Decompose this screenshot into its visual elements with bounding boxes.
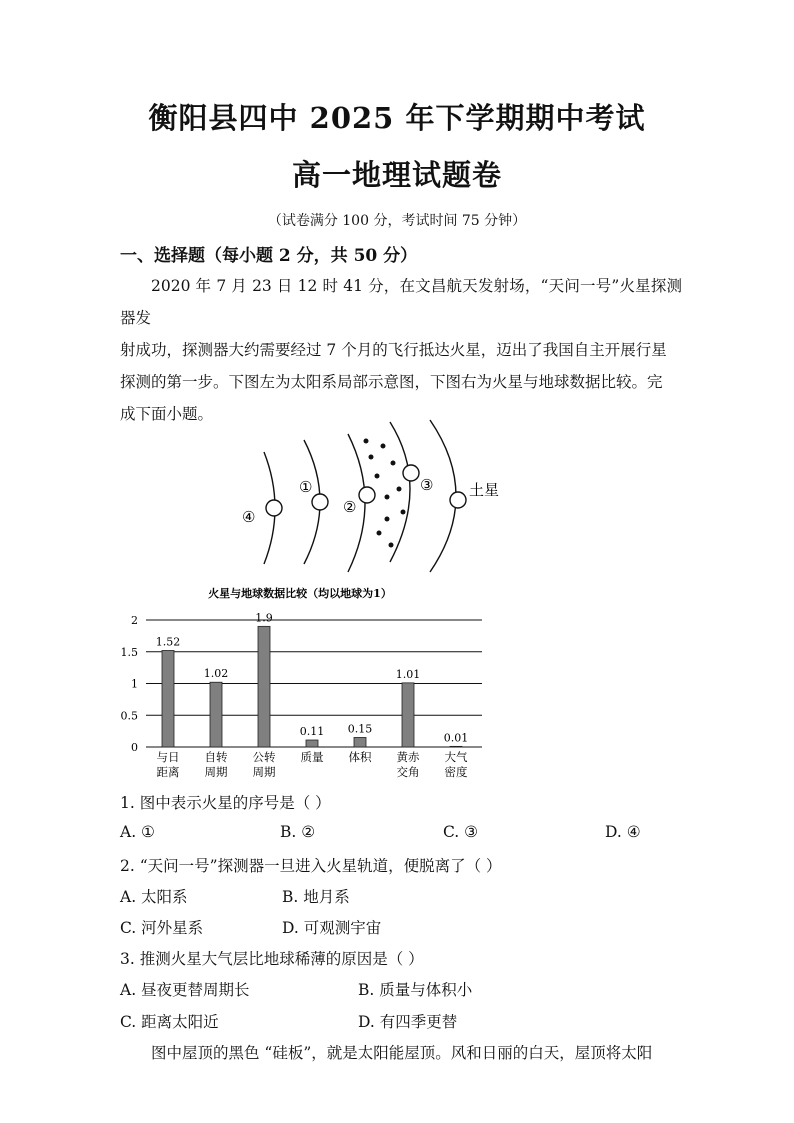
q2-option-c[interactable]: C. 河外星系: [120, 919, 204, 937]
solar-system-diagram: [230, 412, 530, 577]
x-tick-6-0: 大气: [444, 750, 468, 764]
q3-option-a[interactable]: A. 昼夜更替周期长: [120, 981, 250, 999]
x-tick-0-1: 距离: [156, 765, 180, 779]
y-tick-4: 2: [131, 614, 138, 627]
exam-title: 衡阳县四中 2025 年下学期期中考试: [148, 101, 646, 135]
x-tick-1-1: 周期: [204, 765, 228, 779]
x-tick-2-0: 公转: [252, 750, 276, 764]
question-2-stem: 2. “天问一号”探测器一旦进入火星轨道，便脱离了（ ）: [120, 857, 502, 875]
bar-3: [306, 740, 318, 747]
y-tick-2: 1: [131, 677, 138, 691]
data-label-6: 0.01: [443, 731, 469, 745]
q1-option-c[interactable]: C. ③: [443, 823, 479, 841]
data-label-5: 1.01: [395, 667, 421, 681]
x-tick-5-1: 交角: [396, 765, 420, 779]
data-label-1: 1.02: [203, 667, 229, 681]
planet-label-4: ④: [242, 508, 256, 526]
x-tick-1-0: 自转: [204, 750, 228, 764]
x-tick-2-1: 周期: [252, 765, 276, 779]
x-tick-0-0: 与日: [156, 750, 180, 764]
intro-paragraph: [120, 270, 682, 430]
q1-option-a[interactable]: A. ①: [120, 823, 155, 841]
planet-label-1: ①: [299, 478, 313, 496]
question-1-stem: 1. 图中表示火星的序号是（ ）: [120, 794, 331, 812]
q1-option-d[interactable]: D. ④: [605, 823, 641, 841]
bar-4: [354, 737, 366, 747]
planet-label-2: ②: [343, 498, 357, 516]
mars-earth-chart: [110, 580, 500, 785]
x-tick-6-1: 密度: [444, 765, 468, 779]
bar-1: [210, 682, 222, 747]
data-label-0: 1.52: [155, 635, 181, 649]
continuation-line-1: 图中屋顶的黑色 “硅板”，就是太阳能屋顶。风和日丽的白天，屋顶将太阳: [151, 1044, 653, 1062]
x-tick-5-0: 黄赤: [396, 750, 420, 764]
section-heading: 一、选择题（每小题 2 分，共 50 分）: [120, 246, 418, 266]
intro-line-4: 成下面小题。: [120, 405, 214, 423]
intro-line-3: 探测的第一步。下图左为太阳系局部示意图，下图右为火星与地球数据比较。完: [120, 373, 663, 391]
data-label-3: 0.11: [299, 725, 325, 739]
x-tick-3-0: 质量: [300, 750, 324, 764]
planet-saturn: [450, 492, 466, 508]
bar-2: [258, 626, 270, 747]
y-tick-1: 0.5: [120, 709, 138, 723]
continuation-paragraph: [120, 1037, 682, 1069]
x-tick-4-0: 体积: [348, 750, 372, 764]
paper-subtitle: 高一地理试题卷: [291, 158, 502, 192]
intro-line-2: 射成功，探测器大约需要经过 7 个月的飞行抵达火星，迈出了我国自主开展行星: [120, 341, 667, 359]
orbit-arc-3: [390, 422, 410, 562]
q2-option-d[interactable]: D. 可观测宇宙: [282, 919, 382, 937]
data-label-4: 0.15: [347, 722, 373, 736]
q2-option-a[interactable]: A. 太阳系: [120, 888, 188, 906]
data-labels: [156, 611, 469, 744]
q3-option-d[interactable]: D. 有四季更替: [358, 1013, 458, 1031]
question-3-stem: 3. 推测火星大气层比地球稀薄的原因是（ ）: [120, 950, 424, 968]
y-tick-labels: [121, 614, 139, 754]
planet-2: [359, 487, 375, 503]
planet-3: [403, 465, 419, 481]
planet-4: [266, 500, 282, 516]
q2-option-b[interactable]: B. 地月系: [282, 888, 350, 906]
bar-5: [402, 683, 414, 747]
bar-0: [162, 650, 174, 747]
planet-label-3: ③: [420, 476, 434, 494]
data-label-2: 1.9: [255, 611, 273, 625]
bar-6: [450, 746, 462, 747]
q1-option-b[interactable]: B. ②: [280, 823, 316, 841]
q3-option-c[interactable]: C. 距离太阳近: [120, 1013, 219, 1031]
y-tick-3: 1.5: [120, 645, 138, 659]
x-tick-labels: [157, 750, 468, 779]
exam-note: （试卷满分 100 分，考试时间 75 分钟）: [267, 213, 527, 229]
chart-title: 火星与地球数据比较（均以地球为1）: [208, 587, 392, 600]
q3-option-b[interactable]: B. 质量与体积小: [358, 981, 473, 999]
planet-1: [312, 494, 328, 510]
saturn-label: 土星: [469, 481, 500, 499]
intro-line-1: 2020 年 7 月 23 日 12 时 41 分，在文昌航天发射场，“天问一号”火星探测器发: [120, 277, 682, 327]
y-tick-0: 0: [131, 741, 138, 754]
